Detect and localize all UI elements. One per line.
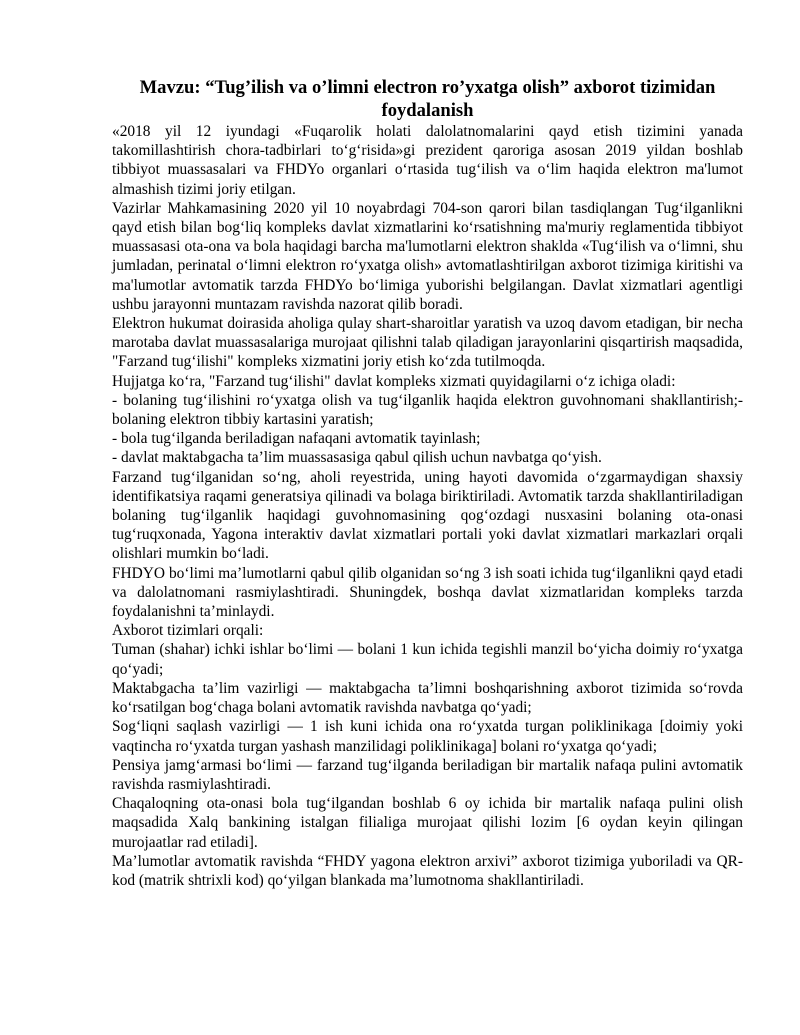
- list-item-kindergarten-queue: - davlat maktabgacha ta’lim muassasasiga qabul qilish uchun navbatga qo‘yish.: [112, 449, 602, 467]
- paragraph-resolution-704: Vazirlar Mahkamasining 2020 yil 10 noyabrdagi 704-son qarori bilan tasdiqlangan Tug‘ilganlikni qayd etish bilan bog‘liq kompleks davlat xizmatlarini ko‘rsatishning ma'muriy reglamentida tibbiyot muassasasi ota-ona va bola haqidagi barcha ma'lumotlarni elektron shaklda «Tug‘ilish va o‘limni, shu jumladan, perinatal o‘limni elektron ro‘yxatga olish» avtomatlashtirilgan axborot tizimiga kiritishi va ma'lumotlar avtomatik tarzda FHDYo bo‘limiga yuborishi belgilangan. Davlat xizmatlari agentligi ushbu jarayonni muntazam ravishda nazorat qilib boradi.: [112, 199, 743, 313]
- paragraph-electronic-archive: Ma’lumotlar avtomatik ravishda “FHDY yagona elektron arxivi” axborot tizimiga yuboriladi va QR-kod (matrik shtrixli kod) qo‘yilgan blankada ma’lumotnoma shakllantiriladi.: [112, 852, 743, 889]
- paragraph-info-systems-heading: Axborot tizimlari orqali:: [112, 622, 264, 640]
- paragraph-identification-number: Farzand tug‘ilganidan so‘ng, aholi reyestrida, uning hayoti davomida o‘zgarmaydigan shaxsiy identifikatsiya raqami generatsiya qilinadi va bolaga biriktiriladi. Avtomatik tarzda shakllantiriladigan bolaning tug‘ilganlik haqidagi guvohnomasining qog‘ozdagi nusxasini bolaning ota-onasi tug‘ruqxonada, Yagona interaktiv davlat xizmatlari portali yoki davlat xizmatlari markazlari orqali olishlari mumkin bo‘ladi.: [112, 468, 743, 563]
- list-item-birth-registration: - bolaning tug‘ilishini ro‘yxatga olish va tug‘ilganlik haqida elektron guvohnomani shakllantirish;- bolaning elektron tibbiy kartasini yaratish;: [112, 391, 743, 429]
- paragraph-internal-affairs: Tuman (shahar) ichki ishlar bo‘limi — bolani 1 kun ichida tegishli manzil bo‘yicha doimiy ro‘yxatga qo‘yadi;: [112, 641, 743, 678]
- document-page: [112, 76, 743, 890]
- paragraph-fhdyo-registration: FHDYO bo‘limi ma’lumotlarni qabul qilib olganidan so‘ng 3 ish soati ichida tug‘ilganlikni qayd etadi va dalolatnomani rasmiylashtiradi. Shuningdek, boshqa davlat xizmatlaridan kompleks tarzda foydalanishni ta’minlaydi.: [112, 564, 743, 621]
- document-title: Mavzu: “Tug’ilish va o’limni electron ro’yxatga olish” axborot tizimidan foydalanish: [139, 77, 716, 121]
- paragraph-decree-2018: «2018 yil 12 iyundagi «Fuqarolik holati dalolatnomalarini qayd etish tizimini yanada takomillashtirish chora-tadbirlari to‘g‘risida»gi prezident qaroriga asosan 2019 yildan boshlab tibbiyot muassasalari va FHDYo organlari o‘rtasida tug‘ilish va o‘lim haqida elektron ma'lumot almashish tizimi joriy etilgan.: [112, 123, 743, 198]
- paragraph-lump-sum-allowance: Chaqaloqning ota-onasi bola tug‘ilgandan boshlab 6 oy ichida bir martalik nafaqa pulini olish maqsadida Xalq bankining istalgan filialiga murojaat qilishi lozim [6 oydan keyin qilingan murojaatlar rad etiladi].: [112, 795, 743, 851]
- paragraph-preschool-ministry: Maktabgacha ta’lim vazirligi — maktabgacha ta’limni boshqarishning axborot tizimida so‘rovda ko‘rsatilgan bog‘chaga bolani avtomatik ravishda navbatga qo‘yadi;: [112, 679, 743, 717]
- paragraph-pension-fund: Pensiya jamg‘armasi bo‘limi — farzand tug‘ilganda beriladigan bir martalik nafaqa pulini avtomatik ravishda rasmiylashtiradi.: [112, 756, 743, 793]
- paragraph-service-scope: Hujjatga ko‘ra, "Farzand tug‘ilishi" davlat kompleks xizmati quyidagilarni o‘z ichiga oladi:: [112, 372, 676, 390]
- list-item-allowance: - bola tug‘ilganda beriladigan nafaqani avtomatik tayinlash;: [112, 430, 481, 448]
- paragraph-e-government: Elektron hukumat doirasida aholiga qulay shart-sharoitlar yaratish va uzoq davom etadigan, bir necha marotaba davlat muassasalariga murojaat qilishni talab qiladigan jarayonlarini qisqartirish maqsadida, "Farzand tug‘ilishi" kompleks xizmatini joriy etish ko‘zda tutilmoqda.: [112, 315, 743, 371]
- paragraph-health-ministry: Sog‘liqni saqlash vazirligi — 1 ish kuni ichida ona ro‘yxatda turgan poliklinikaga [doimiy yoki vaqtincha ro‘yxatda turgan yashash manzilidagi poliklinikaga] bolani ro‘yxatga qo‘yadi;: [112, 718, 743, 755]
